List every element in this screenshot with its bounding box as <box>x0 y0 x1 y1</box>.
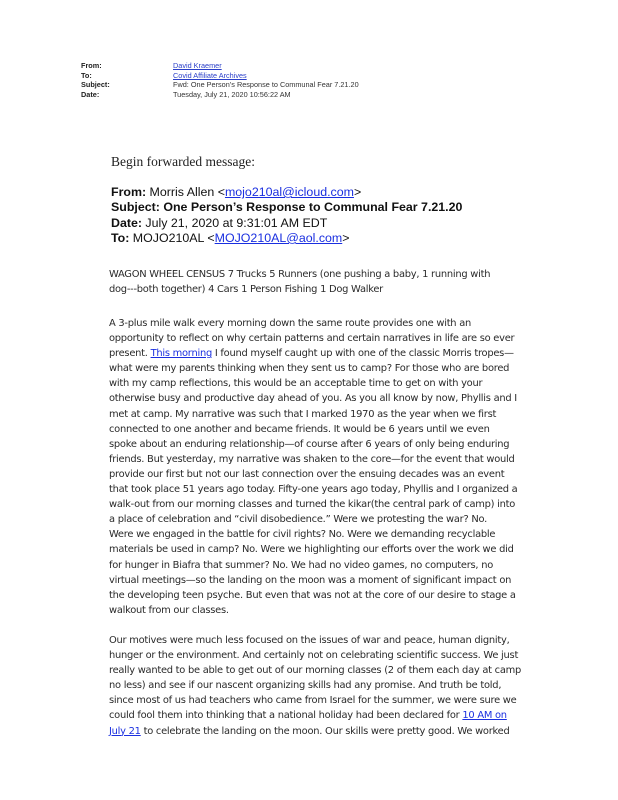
body-line: really wanted to be able to get out of our morning classes (2 of them each day at camp <box>109 665 522 677</box>
from-label: From: <box>81 61 102 70</box>
body-line: that took place 51 years ago today. Fifty-one years ago today, Phyllis and I organized a <box>109 484 518 496</box>
header-to-row <box>81 71 359 81</box>
fwd-from-email-link[interactable]: mojo210al@icloud.com <box>224 185 354 199</box>
body-line: virtual meetings—so the landing on the moon was a moment of significant impact on <box>109 574 512 586</box>
body-line: the developing teen psyche. But even that was not at the core of our desire to stage a <box>109 589 516 601</box>
header-date-row <box>81 90 359 100</box>
body-line: WAGON WHEEL CENSUS 7 Trucks 5 Runners (one pushing a baby, 1 running with <box>109 269 491 280</box>
outer-email-header <box>81 61 359 99</box>
subject-label: Subject: <box>81 80 110 89</box>
header-subject-row <box>81 80 359 90</box>
forwarded-header <box>111 185 462 246</box>
walk-paragraph <box>109 316 579 618</box>
fwd-to-email-link[interactable]: MOJO210AL@aol.com <box>214 230 343 245</box>
fwd-from-close: > <box>353 185 362 199</box>
body-line: opportunity to reflect on why certain patterns and certain narratives in life are so ever <box>109 333 515 345</box>
fwd-date-label: Date: <box>111 215 142 230</box>
body-line: otherwise busy and productive day ahead of you. As you all know by now, Phyllis and I <box>109 393 517 405</box>
fwd-to-row <box>111 231 462 246</box>
body-line: hunger or the environment. And certainly not on celebrating scientific success. We just <box>109 650 519 662</box>
body-line: what were my parents thinking when they sent us to camp? For those who are bored <box>109 363 510 375</box>
fwd-to-name: MOJO210AL < <box>129 230 215 245</box>
subject-value: Fwd: One Person’s Response to Communal Fear 7.21.20 <box>173 80 359 89</box>
body-line: no less) and see if our nascent organizing skills had any promise. And truth be told, <box>109 680 502 692</box>
fwd-from-row <box>111 185 462 200</box>
body-text: could fool them into thinking that a national holiday had been declared for <box>109 710 463 722</box>
body-line: connected to one another and became friends. It would be 6 years until we even <box>109 423 490 435</box>
to-label: To: <box>81 70 92 80</box>
body-line: provide our first but not our last connection over the ensuing decades was an event <box>109 468 505 480</box>
fwd-to-close: > <box>342 230 350 245</box>
body-line <box>109 346 579 361</box>
body-text: to celebrate the landing on the moon. Our skills were pretty good. We worked <box>140 725 510 737</box>
body-line <box>109 708 579 723</box>
body-line: materials be used in camp? No. Were we highlighting our efforts over the work we did <box>109 544 514 556</box>
body-line: since most of us had teachers who came from Israel for the summer, we were sure we <box>109 695 517 707</box>
header-from-row <box>81 61 359 71</box>
to-link[interactable]: Covid Affiliate Archives <box>173 70 247 80</box>
begin-forwarded-message: Begin forwarded message: <box>111 154 255 169</box>
fwd-date-value: July 21, 2020 at 9:31:01 AM EDT <box>141 215 328 230</box>
body-line: a place of celebration and “civil disobedience.” Were we protesting the war? No. <box>109 514 488 526</box>
date-label: Date: <box>81 89 100 99</box>
body-line: with my camp reflections, this would be an acceptable time to get on with your <box>109 378 483 390</box>
date-time-link-cont[interactable]: July 21 <box>109 725 141 737</box>
body-text: I found myself caught up with one of the classic Morris tropes— <box>211 348 514 360</box>
body-line: A 3-plus mile walk every morning down the same route provides one with an <box>109 318 472 329</box>
fwd-subject: Subject: One Person’s Response to Communal Fear 7.21.20 <box>111 200 463 215</box>
motives-paragraph <box>109 633 579 739</box>
body-line: Our motives were much less focused on the issues of war and peace, human dignity, <box>109 635 510 646</box>
census-paragraph <box>109 267 579 297</box>
date-value: Tuesday, July 21, 2020 10:56:22 AM <box>173 89 291 99</box>
body-line: Were we engaged in the battle for civil rights? No. Were we demanding recyclable <box>109 529 496 541</box>
from-link[interactable]: David Kraemer <box>173 61 222 70</box>
this-morning-link[interactable]: This morning <box>150 348 212 360</box>
fwd-subject-row <box>111 200 462 215</box>
body-line: for hunger in Biafra that summer? No. We had no video games, no computers, no <box>109 559 493 571</box>
body-line: walk-out from our morning classes and turned the kikar(the central park of camp) into <box>109 499 516 511</box>
fwd-from-label: From: <box>111 185 147 199</box>
body-line: met at camp. My narrative was such that I marked 1970 as the year when we first <box>109 408 497 420</box>
fwd-to-label: To: <box>111 230 130 245</box>
fwd-date-row <box>111 216 462 231</box>
fwd-from-name: Morris Allen < <box>146 185 225 199</box>
date-time-link[interactable]: 10 AM on <box>462 710 507 722</box>
body-line: dog---both together) 4 Cars 1 Person Fishing 1 Dog Walker <box>109 284 383 296</box>
body-line: spoke about an enduring relationship—of course after 6 years of only being enduring <box>109 438 510 450</box>
body-text: present. <box>109 348 151 360</box>
body-line: friends. But yesterday, my narrative was shaken to the core—for the event that would <box>109 453 515 465</box>
body-line: walkout from our classes. <box>109 604 229 616</box>
body-line <box>109 724 579 739</box>
